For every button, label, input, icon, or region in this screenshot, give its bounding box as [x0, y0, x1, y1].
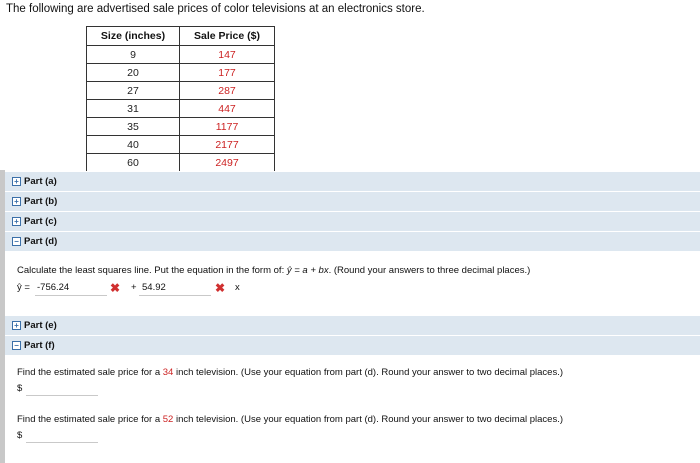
part-f-question-2 — [17, 414, 563, 425]
answer-1-input[interactable] — [26, 395, 98, 396]
size-header: Size (inches) — [87, 27, 180, 46]
wrong-x-icon: ✖ — [215, 281, 226, 295]
part-label: Part (e) — [24, 320, 57, 331]
part-d-header[interactable] — [5, 231, 700, 251]
part-a-header[interactable] — [5, 171, 700, 191]
wrong-x-icon: ✖ — [110, 281, 121, 295]
size-cell: 27 — [87, 82, 180, 100]
table-header-row — [87, 27, 275, 46]
size-value: 52 — [162, 414, 174, 425]
table-row — [87, 64, 275, 82]
part-b-header[interactable] — [5, 191, 700, 211]
price-cell: 2497 — [180, 154, 275, 172]
currency-symbol: $ — [17, 383, 23, 394]
collapse-icon[interactable]: − — [12, 341, 21, 350]
table-row — [87, 118, 275, 136]
expand-icon[interactable]: + — [12, 197, 21, 206]
part-f-header[interactable] — [5, 335, 700, 355]
size-cell: 35 — [87, 118, 180, 136]
table-row — [87, 100, 275, 118]
part-label: Part (b) — [24, 196, 58, 207]
price-header: Sale Price ($) — [180, 27, 275, 46]
price-cell: 177 — [180, 64, 275, 82]
question-text: inch television. (Use your equation from part (d). Round your answer to two decimal places.) — [173, 367, 564, 378]
size-cell: 9 — [87, 46, 180, 64]
b-answer-input[interactable]: 54.92 — [142, 282, 166, 293]
table-row — [87, 154, 275, 172]
expand-icon[interactable]: + — [12, 321, 21, 330]
plus-sign: + — [131, 282, 137, 293]
answer-2-input[interactable] — [26, 442, 98, 443]
b-input-underline — [139, 295, 211, 296]
price-cell: 2177 — [180, 136, 275, 154]
size-cell: 20 — [87, 64, 180, 82]
price-cell: 287 — [180, 82, 275, 100]
equation-form: ŷ = a + bx — [286, 265, 329, 276]
part-f-question-1 — [17, 367, 563, 378]
size-cell: 40 — [87, 136, 180, 154]
table-row — [87, 46, 275, 64]
table-row — [87, 136, 275, 154]
currency-symbol: $ — [17, 430, 23, 441]
prompt-text: . (Round your answers to three decimal places.) — [328, 265, 531, 276]
question-text: Find the estimated sale price for a — [17, 367, 163, 378]
a-answer-input[interactable]: -756.24 — [37, 282, 70, 293]
collapse-icon[interactable]: − — [12, 237, 21, 246]
size-cell: 31 — [87, 100, 180, 118]
problem-intro: The following are advertised sale prices of color televisions at an electronics store. — [6, 3, 425, 15]
price-cell: 1177 — [180, 118, 275, 136]
part-label: Part (d) — [24, 236, 58, 247]
price-cell: 147 — [180, 46, 275, 64]
a-input-underline — [35, 295, 107, 296]
part-e-header[interactable] — [5, 315, 700, 335]
part-d-prompt — [17, 265, 530, 276]
part-label: Part (f) — [24, 340, 55, 351]
table-row — [87, 82, 275, 100]
question-text: Find the estimated sale price for a — [17, 414, 163, 425]
part-label: Part (a) — [24, 176, 57, 187]
question-text: inch television. (Use your equation from part (d). Round your answer to two decimal places.) — [173, 414, 564, 425]
yhat-label: ŷ = — [17, 282, 30, 293]
price-cell: 447 — [180, 100, 275, 118]
price-table — [86, 26, 275, 172]
part-c-header[interactable] — [5, 211, 700, 231]
expand-icon[interactable]: + — [12, 177, 21, 186]
part-label: Part (c) — [24, 216, 57, 227]
size-value: 34 — [162, 367, 174, 378]
prompt-text: Calculate the least squares line. Put the equation in the form of: — [17, 265, 287, 276]
size-cell: 60 — [87, 154, 180, 172]
x-variable: x — [235, 282, 240, 293]
expand-icon[interactable]: + — [12, 217, 21, 226]
